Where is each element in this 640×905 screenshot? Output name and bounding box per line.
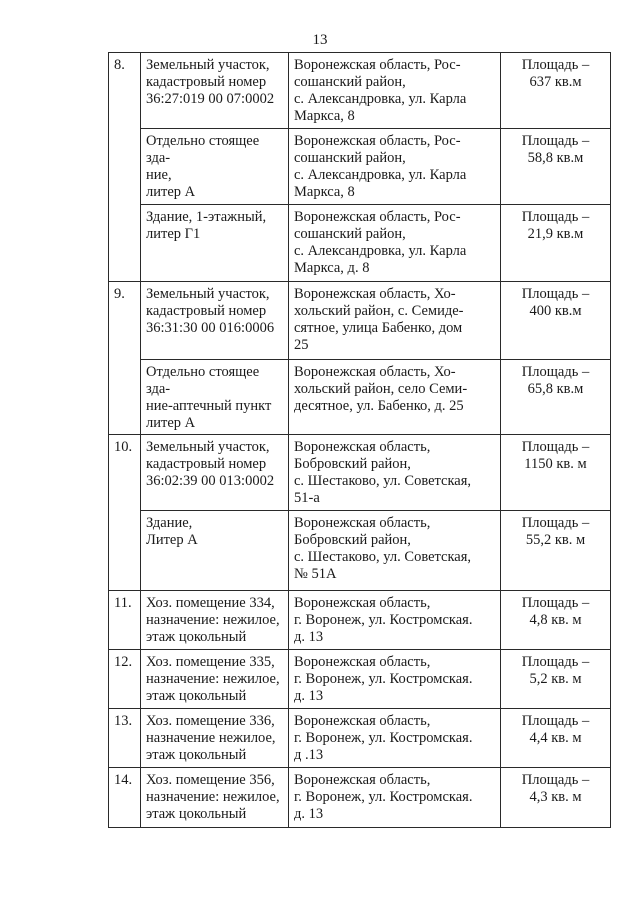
table-row xyxy=(109,360,611,435)
row-number: 9. xyxy=(109,282,141,435)
address-cell: Воронежская область, Бобровский район, с. Шестаково, ул. Советская, 51-а xyxy=(289,435,501,511)
object-name-cell: Отдельно стоящее зда- ние-аптечный пункт литер А xyxy=(141,360,289,435)
row-number: 10. xyxy=(109,435,141,591)
table-row xyxy=(109,129,611,205)
table-row xyxy=(109,650,611,709)
object-name-cell: Хоз. помещение 356, назначение: нежилое, этаж цокольный xyxy=(141,768,289,828)
table-row xyxy=(109,53,611,129)
object-name-cell: Хоз. помещение 334, назначение: нежилое, этаж цокольный xyxy=(141,591,289,650)
table-row xyxy=(109,205,611,282)
address-cell: Воронежская область, г. Воронеж, ул. Костромская. д. 13 xyxy=(289,768,501,828)
object-name-cell: Отдельно стоящее зда- ние, литер А xyxy=(141,129,289,205)
table-row xyxy=(109,709,611,768)
area-cell: Площадь – 4,3 кв. м xyxy=(501,768,611,828)
row-number: 14. xyxy=(109,768,141,828)
area-cell: Площадь – 58,8 кв.м xyxy=(501,129,611,205)
area-cell: Площадь – 4,8 кв. м xyxy=(501,591,611,650)
table-row xyxy=(109,435,611,511)
row-number: 11. xyxy=(109,591,141,650)
address-cell: Воронежская область, г. Воронеж, ул. Костромская. д. 13 xyxy=(289,650,501,709)
property-table xyxy=(108,52,611,828)
area-cell: Площадь – 55,2 кв. м xyxy=(501,511,611,591)
area-cell: Площадь – 637 кв.м xyxy=(501,53,611,129)
address-cell: Воронежская область, Рос- сошанский район, с. Александровка, ул. Карла Маркса, 8 xyxy=(289,129,501,205)
address-cell: Воронежская область, Хо- хольский район, с. Семиде- сятное, улица Бабенко, дом 25 xyxy=(289,282,501,360)
page-number: 13 xyxy=(312,32,328,48)
object-name-cell: Хоз. помещение 335, назначение: нежилое, этаж цокольный xyxy=(141,650,289,709)
area-cell: Площадь – 65,8 кв.м xyxy=(501,360,611,435)
row-number: 12. xyxy=(109,650,141,709)
address-cell: Воронежская область, Хо- хольский район, село Семи- десятное, ул. Бабенко, д. 25 xyxy=(289,360,501,435)
object-name-cell: Здание, Литер А xyxy=(141,511,289,591)
object-name-cell: Земельный участок, кадастровый номер 36:02:39 00 013:0002 xyxy=(141,435,289,511)
object-name-cell: Здание, 1-этажный, литер Г1 xyxy=(141,205,289,282)
object-name-cell: Земельный участок, кадастровый номер 36:31:30 00 016:0006 xyxy=(141,282,289,360)
area-cell: Площадь – 1150 кв. м xyxy=(501,435,611,511)
area-cell: Площадь – 400 кв.м xyxy=(501,282,611,360)
object-name-cell: Хоз. помещение 336, назначение нежилое, этаж цокольный xyxy=(141,709,289,768)
table-row xyxy=(109,591,611,650)
row-number: 13. xyxy=(109,709,141,768)
table-row xyxy=(109,282,611,360)
address-cell: Воронежская область, Рос- сошанский район, с. Александровка, ул. Карла Маркса, 8 xyxy=(289,53,501,129)
area-cell: Площадь – 21,9 кв.м xyxy=(501,205,611,282)
address-cell: Воронежская область, Бобровский район, с. Шестаково, ул. Советская, № 51А xyxy=(289,511,501,591)
table-row xyxy=(109,768,611,828)
address-cell: Воронежская область, г. Воронеж, ул. Костромская. д .13 xyxy=(289,709,501,768)
table-row xyxy=(109,511,611,591)
address-cell: Воронежская область, Рос- сошанский район, с. Александровка, ул. Карла Маркса, д. 8 xyxy=(289,205,501,282)
row-number: 8. xyxy=(109,53,141,282)
address-cell: Воронежская область, г. Воронеж, ул. Костромская. д. 13 xyxy=(289,591,501,650)
object-name-cell: Земельный участок, кадастровый номер 36:27:019 00 07:0002 xyxy=(141,53,289,129)
area-cell: Площадь – 4,4 кв. м xyxy=(501,709,611,768)
area-cell: Площадь – 5,2 кв. м xyxy=(501,650,611,709)
